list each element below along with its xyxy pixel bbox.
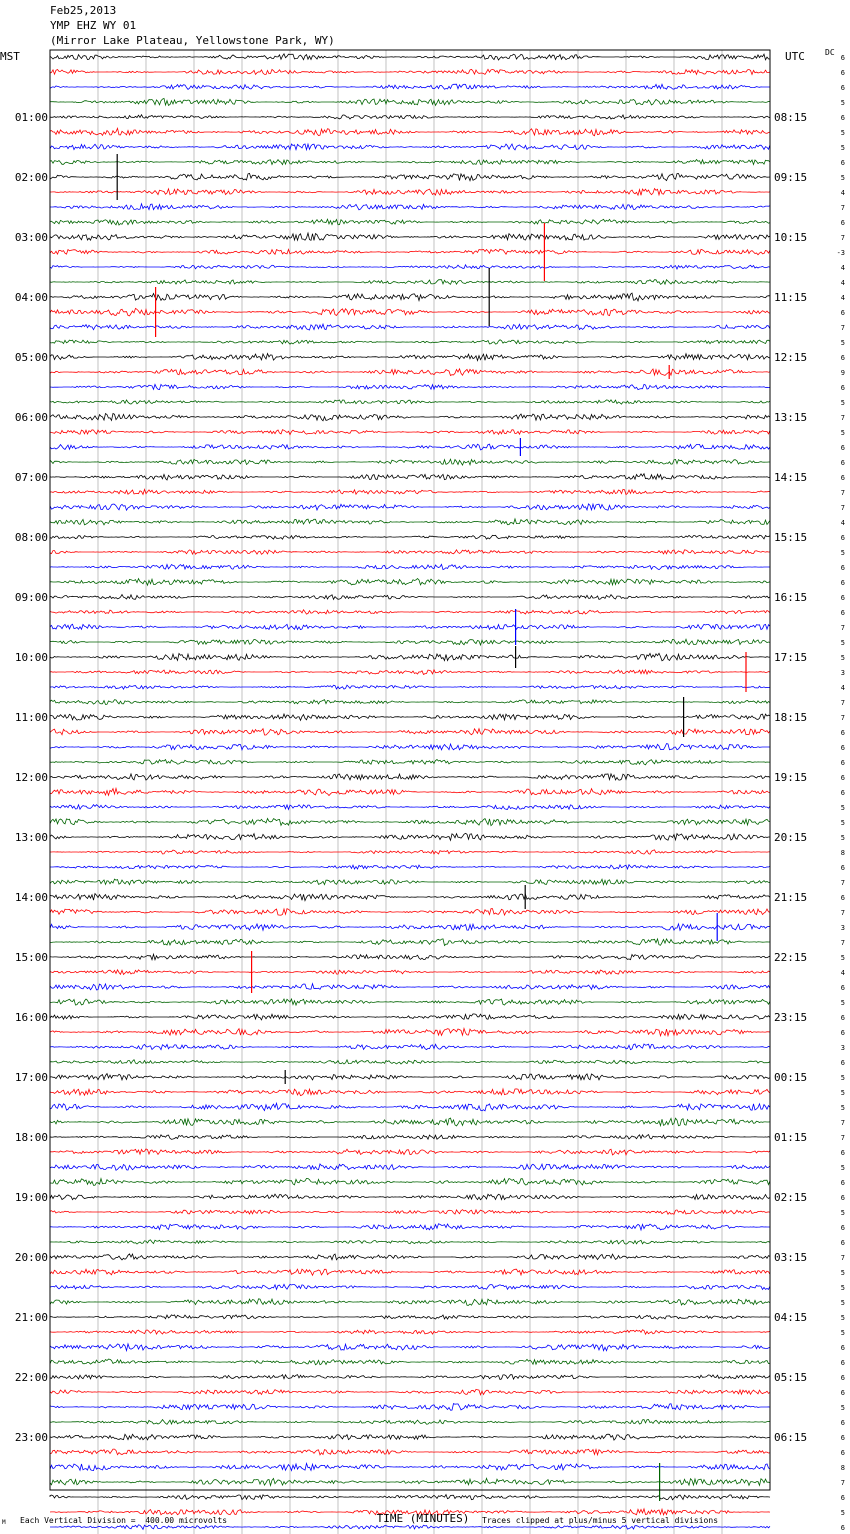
dc-offset-value: 6 xyxy=(840,444,845,452)
trace-row xyxy=(50,954,770,959)
dc-offset-value: 6 xyxy=(840,1239,845,1247)
dc-offset-value: 6 xyxy=(840,1029,845,1037)
utc-hour-label: 23:15 xyxy=(774,1011,808,1024)
trace-row xyxy=(50,579,770,586)
trace-row xyxy=(50,805,770,810)
mst-hour-label: 07:00 xyxy=(14,471,48,484)
dc-offset-value: 5 xyxy=(840,1404,845,1412)
dc-offset-value: 6 xyxy=(840,84,845,92)
dc-offset-value: 4 xyxy=(840,279,845,287)
mst-hour-label: 23:00 xyxy=(14,1431,48,1444)
dc-offset-value: 5 xyxy=(840,819,845,827)
dc-offset-value: 5 xyxy=(840,1314,845,1322)
trace-row xyxy=(50,1044,770,1050)
dc-offset-value: 6 xyxy=(840,1524,845,1532)
trace-row xyxy=(50,204,770,210)
dc-offset-value: 7 xyxy=(840,504,845,512)
dc-offset-value: 7 xyxy=(840,714,845,722)
dc-offset-value: 5 xyxy=(840,174,845,182)
dc-offset-value: 6 xyxy=(840,789,845,797)
dc-offset-value: 6 xyxy=(840,1344,845,1352)
trace-row xyxy=(50,1269,770,1275)
dc-offset-value: 6 xyxy=(840,759,845,767)
utc-hour-label: 00:15 xyxy=(774,1071,808,1084)
dc-offset-value: 5 xyxy=(840,1164,845,1172)
dc-offset-value: 6 xyxy=(840,69,845,77)
trace-row xyxy=(50,879,770,885)
mst-hour-label: 11:00 xyxy=(14,711,48,724)
clip-note: Traces clipped at plus/minus 5 vertical divisions xyxy=(482,1516,719,1525)
trace-row xyxy=(50,1315,770,1319)
trace-row xyxy=(50,459,770,465)
trace-row xyxy=(50,1449,770,1455)
scale-note: Each Vertical Division = 400.00 microvolts xyxy=(20,1516,228,1525)
station-code: YMP EHZ WY 01 xyxy=(50,19,137,32)
mst-hour-label: 05:00 xyxy=(14,351,48,364)
trace-row xyxy=(50,610,770,614)
dc-offset-value: 4 xyxy=(840,189,845,197)
dc-offset-value: 6 xyxy=(840,219,845,227)
right-timezone-label: UTC xyxy=(785,50,805,63)
dc-offset-value: 6 xyxy=(840,459,845,467)
trace-row xyxy=(50,474,770,480)
utc-hour-label: 22:15 xyxy=(774,951,808,964)
dc-offset-value: 5 xyxy=(840,1269,845,1277)
trace-row xyxy=(50,624,770,629)
dc-offset-value: 8 xyxy=(840,1464,845,1472)
dc-offset-value: 5 xyxy=(840,99,845,107)
dc-offset-value: 6 xyxy=(840,594,845,602)
trace-row xyxy=(50,128,770,135)
utc-hour-label: 03:15 xyxy=(774,1251,808,1264)
mst-hour-label: 19:00 xyxy=(14,1191,48,1204)
trace-row xyxy=(50,865,770,869)
dc-offset-value: 6 xyxy=(840,564,845,572)
trace-row xyxy=(50,714,770,720)
dc-offset-value: 4 xyxy=(840,519,845,527)
trace-row xyxy=(50,384,770,389)
dc-offset-value: 7 xyxy=(840,1479,845,1487)
trace-row xyxy=(50,54,770,60)
trace-row xyxy=(50,414,770,421)
trace-row xyxy=(50,1495,770,1500)
corner-mark: M xyxy=(2,1519,6,1526)
trace-row xyxy=(50,1014,770,1020)
dc-offset-value: 6 xyxy=(840,159,845,167)
dc-offset-value: 5 xyxy=(840,429,845,437)
trace-row xyxy=(50,1478,770,1485)
dc-offset-value: 6 xyxy=(840,1059,845,1067)
dc-offset-value: 6 xyxy=(840,864,845,872)
dc-offset-value: 5 xyxy=(840,1089,845,1097)
utc-hour-label: 05:15 xyxy=(774,1371,808,1384)
mst-hour-label: 15:00 xyxy=(14,951,48,964)
dc-offset-value: 6 xyxy=(840,384,845,392)
mst-hour-label: 12:00 xyxy=(14,771,48,784)
mst-hour-label: 21:00 xyxy=(14,1311,48,1324)
dc-offset-value: 6 xyxy=(840,534,845,542)
dc-offset-value: 6 xyxy=(840,1389,845,1397)
dc-offset-value: 5 xyxy=(840,339,845,347)
mst-hour-label: 02:00 xyxy=(14,171,48,184)
trace-row xyxy=(50,489,770,494)
trace-row xyxy=(50,249,770,255)
utc-hour-label: 15:15 xyxy=(774,531,808,544)
dc-offset-value: 7 xyxy=(840,324,845,332)
trace-row xyxy=(50,444,770,450)
seismic-traces xyxy=(50,54,770,1534)
trace-row xyxy=(50,219,770,225)
dc-offset-value: 6 xyxy=(840,1359,845,1367)
dc-offset-value: 3 xyxy=(840,669,845,677)
dc-offset-value: 5 xyxy=(840,1104,845,1112)
trace-row xyxy=(50,670,770,675)
dc-offset-value: 6 xyxy=(840,729,845,737)
trace-row xyxy=(50,999,770,1005)
trace-row xyxy=(50,639,770,645)
trace-row xyxy=(50,1284,770,1289)
trace-row xyxy=(50,1299,770,1306)
trace-row xyxy=(50,308,770,316)
dc-offset-value: 5 xyxy=(840,129,845,137)
trace-row xyxy=(50,1089,770,1096)
dc-offset-value: 6 xyxy=(840,1374,845,1382)
trace-row xyxy=(50,550,770,555)
trace-row xyxy=(50,1164,770,1170)
trace-row xyxy=(50,504,770,510)
trace-row xyxy=(50,1389,770,1395)
trace-row xyxy=(50,1118,770,1126)
trace-row xyxy=(50,1420,770,1425)
dc-offset-value: 6 xyxy=(840,1194,845,1202)
trace-row xyxy=(50,653,770,661)
mst-hour-label: 06:00 xyxy=(14,411,48,424)
dc-offset-value: 6 xyxy=(840,1149,845,1157)
utc-hour-label: 01:15 xyxy=(774,1131,808,1144)
utc-hour-label: 19:15 xyxy=(774,771,808,784)
trace-row xyxy=(50,564,770,569)
dc-offset-value: 6 xyxy=(840,1419,845,1427)
trace-row xyxy=(50,1224,770,1230)
trace-row xyxy=(50,1103,770,1111)
trace-row xyxy=(50,1525,770,1529)
utc-hour-label: 02:15 xyxy=(774,1191,808,1204)
utc-hour-label: 21:15 xyxy=(774,891,808,904)
trace-row xyxy=(50,788,770,795)
utc-hour-label: 06:15 xyxy=(774,1431,808,1444)
mst-hour-label: 16:00 xyxy=(14,1011,48,1024)
dc-offset-value: 6 xyxy=(840,1434,845,1442)
trace-row xyxy=(50,369,770,376)
mst-hour-label: 14:00 xyxy=(14,891,48,904)
dc-offset-value: 7 xyxy=(840,909,845,917)
dc-offset-value: 6 xyxy=(840,609,845,617)
trace-row xyxy=(50,685,770,689)
dc-offset-value: 6 xyxy=(840,1224,845,1232)
dc-offset-value: 4 xyxy=(840,264,845,272)
seismic-events xyxy=(117,154,746,1501)
trace-row xyxy=(50,744,770,750)
dc-offset-value: 7 xyxy=(840,879,845,887)
dc-offset-value: 6 xyxy=(840,984,845,992)
trace-row xyxy=(50,1074,770,1080)
left-timezone-label: MST xyxy=(0,50,20,63)
trace-row xyxy=(50,280,770,285)
dc-offset-value: 6 xyxy=(840,579,845,587)
dc-offset-value: 6 xyxy=(840,1179,845,1187)
trace-row xyxy=(50,340,770,344)
dc-offset-value: 8 xyxy=(840,849,845,857)
dc-offset-value: 5 xyxy=(840,834,845,842)
dc-offset-value: 7 xyxy=(840,624,845,632)
trace-row xyxy=(50,1135,770,1140)
trace-row xyxy=(50,760,770,765)
mst-hour-label: 13:00 xyxy=(14,831,48,844)
dc-offset-value: 5 xyxy=(840,549,845,557)
mst-hour-label: 01:00 xyxy=(14,111,48,124)
trace-row xyxy=(50,1210,770,1215)
trace-row xyxy=(50,984,770,990)
mst-hour-label: 04:00 xyxy=(14,291,48,304)
dc-offset-value: 5 xyxy=(840,954,845,962)
dc-offset-value: 6 xyxy=(840,114,845,122)
dc-offset-value: 4 xyxy=(840,294,845,302)
trace-row xyxy=(50,160,770,165)
dc-offset-value: 6 xyxy=(840,309,845,317)
dc-offset-value: 6 xyxy=(840,54,845,62)
dc-offset-value: 5 xyxy=(840,1299,845,1307)
trace-row xyxy=(50,894,770,901)
dc-offset-value: 6 xyxy=(840,774,845,782)
mst-hour-label: 22:00 xyxy=(14,1371,48,1384)
trace-row xyxy=(50,909,770,916)
dc-offset-value: 7 xyxy=(840,699,845,707)
dc-offset-value: 7 xyxy=(840,204,845,212)
trace-row xyxy=(50,833,770,840)
dc-offset-value: 6 xyxy=(840,744,845,752)
trace-row xyxy=(50,700,770,705)
dc-offset-value: 5 xyxy=(840,399,845,407)
dc-offset-value: 5 xyxy=(840,1074,845,1082)
trace-row xyxy=(50,1375,770,1380)
dc-offset-value: 5 xyxy=(840,1509,845,1517)
trace-row xyxy=(50,1434,770,1440)
trace-row xyxy=(50,293,770,301)
trace-row xyxy=(50,173,770,180)
utc-hour-label: 16:15 xyxy=(774,591,808,604)
utc-hour-label: 20:15 xyxy=(774,831,808,844)
utc-hour-label: 18:15 xyxy=(774,711,808,724)
station-location: (Mirror Lake Plateau, Yellowstone Park, WY) xyxy=(50,34,335,47)
dc-offset-value: 6 xyxy=(840,1449,845,1457)
trace-row xyxy=(50,939,770,946)
trace-row xyxy=(50,98,770,105)
trace-row xyxy=(50,354,770,361)
trace-row xyxy=(50,1359,770,1365)
dc-offset-value: 7 xyxy=(840,939,845,947)
utc-hour-label: 09:15 xyxy=(774,171,808,184)
trace-row xyxy=(50,819,770,826)
utc-hour-label: 04:15 xyxy=(774,1311,808,1324)
dc-offset-value: 5 xyxy=(840,999,845,1007)
utc-hour-label: 17:15 xyxy=(774,651,808,664)
dc-offset-value: 7 xyxy=(840,489,845,497)
mst-hour-label: 09:00 xyxy=(14,591,48,604)
trace-row xyxy=(50,115,770,119)
dc-offset-value: 5 xyxy=(840,1209,845,1217)
plot-date: Feb25,2013 xyxy=(50,4,117,17)
trace-row xyxy=(50,233,770,240)
trace-row xyxy=(50,774,770,780)
trace-row xyxy=(50,850,770,854)
dc-offset-value: 7 xyxy=(840,234,845,242)
trace-row xyxy=(50,1149,770,1155)
utc-hour-label: 10:15 xyxy=(774,231,808,244)
trace-row xyxy=(50,430,770,435)
dc-offset-value: 7 xyxy=(840,1119,845,1127)
dc-offset-value: 6 xyxy=(840,1014,845,1022)
dc-offset-value: 6 xyxy=(840,1494,845,1502)
dc-offset-value: 5 xyxy=(840,639,845,647)
trace-row xyxy=(50,1404,770,1411)
dc-offset-value: 7 xyxy=(840,1254,845,1262)
dc-offset-value: 5 xyxy=(840,144,845,152)
dc-offset-value: 7 xyxy=(840,414,845,422)
trace-row xyxy=(50,1194,770,1200)
dc-offset-value: -3 xyxy=(836,249,845,257)
trace-row xyxy=(50,1463,770,1470)
mst-hour-label: 10:00 xyxy=(14,651,48,664)
dc-offset-value: 5 xyxy=(840,1329,845,1337)
trace-row xyxy=(50,1240,770,1244)
dc-offset-value: 6 xyxy=(840,894,845,902)
dc-offset-value: 4 xyxy=(840,684,845,692)
utc-hour-label: 11:15 xyxy=(774,291,808,304)
dc-offset-value: 5 xyxy=(840,654,845,662)
dc-offset-value: 4 xyxy=(840,969,845,977)
dc-offset-column xyxy=(837,54,845,1534)
trace-row xyxy=(50,144,770,150)
trace-row xyxy=(50,265,770,269)
trace-row xyxy=(50,970,770,975)
mst-hour-label: 03:00 xyxy=(14,231,48,244)
dc-offset-value: 5 xyxy=(840,804,845,812)
dc-offset-value: 7 xyxy=(840,1134,845,1142)
trace-row xyxy=(50,729,770,735)
trace-row xyxy=(50,535,770,539)
trace-row xyxy=(50,1029,770,1036)
dc-label: DC xyxy=(825,48,835,57)
utc-hour-label: 08:15 xyxy=(774,111,808,124)
dc-offset-value: 3 xyxy=(840,924,845,932)
utc-hour-label: 12:15 xyxy=(774,351,808,364)
trace-row xyxy=(50,189,770,196)
dc-offset-value: 6 xyxy=(840,354,845,362)
trace-row xyxy=(50,84,770,89)
utc-hour-label: 14:15 xyxy=(774,471,808,484)
trace-row xyxy=(50,1330,770,1334)
mst-hour-label: 17:00 xyxy=(14,1071,48,1084)
mst-hour-label: 08:00 xyxy=(14,531,48,544)
trace-row xyxy=(50,924,770,930)
trace-row xyxy=(50,400,770,404)
trace-row xyxy=(50,69,770,74)
utc-hour-label: 13:15 xyxy=(774,411,808,424)
trace-row xyxy=(50,1060,770,1064)
dc-offset-value: 6 xyxy=(840,474,845,482)
x-axis-label: TIME (MINUTES) xyxy=(376,1512,470,1525)
trace-row xyxy=(50,595,770,600)
trace-row xyxy=(50,1344,770,1351)
dc-offset-value: 3 xyxy=(840,1044,845,1052)
trace-row xyxy=(50,324,770,330)
dc-offset-value: 9 xyxy=(840,369,845,377)
plot-frame xyxy=(50,50,770,1490)
dc-offset-value: 5 xyxy=(840,1284,845,1292)
mst-hour-label: 20:00 xyxy=(14,1251,48,1264)
mst-hour-label: 18:00 xyxy=(14,1131,48,1144)
trace-row xyxy=(50,1254,770,1260)
trace-row xyxy=(50,519,770,525)
trace-row xyxy=(50,1178,770,1185)
